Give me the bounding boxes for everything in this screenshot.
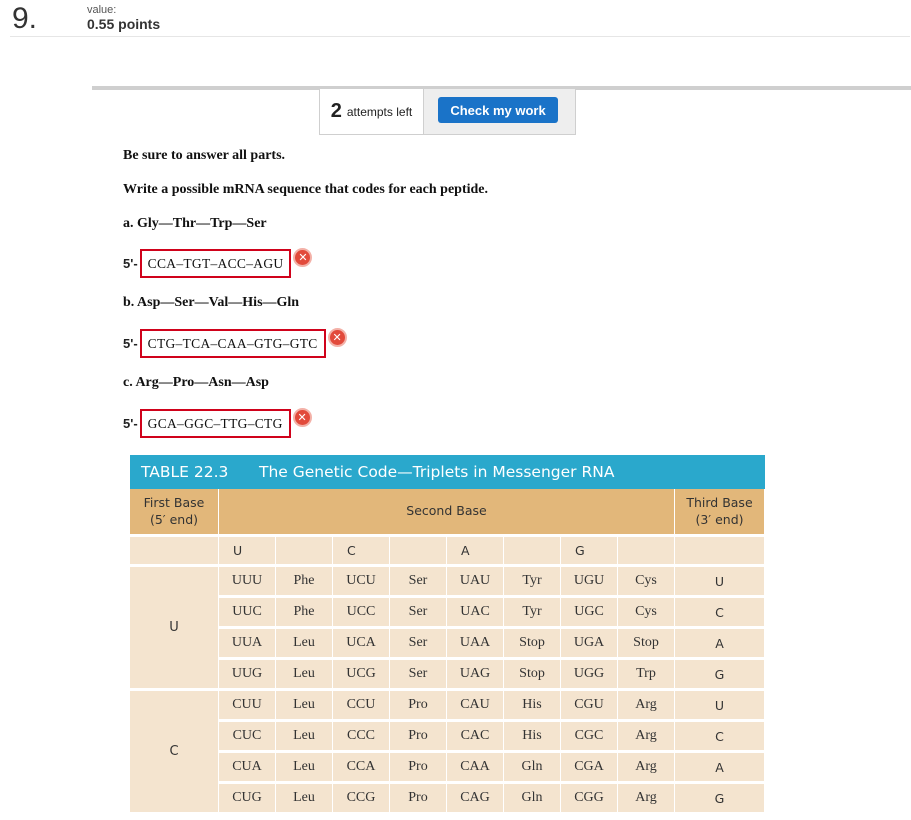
codon-cell: CGC	[561, 722, 618, 753]
codon-cell: UGC	[561, 598, 618, 629]
codon-cell: CCA	[333, 753, 390, 784]
table-header	[130, 455, 765, 489]
codon-cell: UUC	[219, 598, 276, 629]
amino-acid-cell: Leu	[276, 784, 333, 815]
part-a-answer-row	[123, 249, 312, 278]
attempts-label: attempts left	[346, 104, 413, 119]
part-b-answer-input[interactable]: CTG–TCA–CAA–GTG–GTC	[140, 329, 326, 358]
blank-cell	[130, 537, 219, 567]
genetic-code-table	[130, 455, 765, 815]
amino-acid-cell: Gln	[504, 753, 561, 784]
second-base-letter: C	[333, 537, 390, 567]
codon-cell: UCA	[333, 629, 390, 660]
third-base-letter: A	[675, 753, 765, 784]
first-base-header: First Base (5′ end)	[130, 489, 219, 537]
amino-acid-cell: Tyr	[504, 598, 561, 629]
third-base-header: Third Base (3′ end)	[675, 489, 765, 537]
codon-cell: UGU	[561, 567, 618, 598]
table-grid	[130, 489, 765, 815]
part-a-answer-input[interactable]: CCA–TGT–ACC–AGU	[140, 249, 292, 278]
amino-acid-cell: Arg	[618, 753, 675, 784]
codon-cell: UGG	[561, 660, 618, 691]
amino-acid-cell: Tyr	[504, 567, 561, 598]
amino-acid-cell: Stop	[504, 629, 561, 660]
amino-acid-cell: Stop	[618, 629, 675, 660]
second-base-letter: U	[219, 537, 276, 567]
amino-acid-cell: Pro	[390, 691, 447, 722]
blank-cell	[390, 537, 447, 567]
amino-acid-cell: Arg	[618, 722, 675, 753]
instruction-1: Be sure to answer all parts.	[123, 148, 286, 163]
incorrect-icon: ✕	[328, 328, 347, 347]
codon-cell: UCG	[333, 660, 390, 691]
part-c-answer-row	[123, 409, 312, 438]
third-base-letter: U	[675, 567, 765, 598]
value-label: value:	[87, 4, 117, 16]
amino-acid-cell: Ser	[390, 598, 447, 629]
blank-cell	[276, 537, 333, 567]
blank-cell	[504, 537, 561, 567]
codon-cell: CUG	[219, 784, 276, 815]
codon-cell: CAG	[447, 784, 504, 815]
codon-cell: CCU	[333, 691, 390, 722]
codon-cell: CGU	[561, 691, 618, 722]
part-b-label: b. Asp—Ser—Val—His—Gln	[123, 295, 300, 310]
part-b-prefix: 5'-	[123, 336, 138, 351]
second-base-letter: G	[561, 537, 618, 567]
question-number: 9.	[12, 2, 38, 35]
codon-cell: CCC	[333, 722, 390, 753]
value-points: 0.55 points	[87, 16, 161, 32]
amino-acid-cell: Arg	[618, 691, 675, 722]
codon-cell: UGA	[561, 629, 618, 660]
codon-cell: CUC	[219, 722, 276, 753]
amino-acid-cell: Leu	[276, 753, 333, 784]
third-base-letter: A	[675, 629, 765, 660]
codon-cell: CAC	[447, 722, 504, 753]
blank-cell	[675, 537, 765, 567]
amino-acid-cell: His	[504, 722, 561, 753]
table-number: TABLE 22.3	[141, 463, 229, 481]
third-base-letter: U	[675, 691, 765, 722]
part-c-prefix: 5'-	[123, 416, 138, 431]
amino-acid-cell: Arg	[618, 784, 675, 815]
second-base-header: Second Base	[219, 489, 675, 537]
amino-acid-cell: Ser	[390, 567, 447, 598]
divider	[10, 36, 910, 37]
codon-cell: CGA	[561, 753, 618, 784]
codon-cell: CAA	[447, 753, 504, 784]
third-base-letter: G	[675, 660, 765, 691]
second-base-letter: A	[447, 537, 504, 567]
amino-acid-cell: Ser	[390, 629, 447, 660]
amino-acid-cell: Ser	[390, 660, 447, 691]
amino-acid-cell: Leu	[276, 691, 333, 722]
amino-acid-cell: Trp	[618, 660, 675, 691]
amino-acid-cell: Leu	[276, 629, 333, 660]
codon-cell: UAU	[447, 567, 504, 598]
third-base-letter: G	[675, 784, 765, 815]
codon-cell: UCU	[333, 567, 390, 598]
incorrect-icon: ✕	[293, 248, 312, 267]
part-c-label: c. Arg—Pro—Asn—Asp	[123, 375, 269, 390]
codon-cell: CAU	[447, 691, 504, 722]
amino-acid-cell: Cys	[618, 567, 675, 598]
codon-cell: UAG	[447, 660, 504, 691]
amino-acid-cell: Pro	[390, 753, 447, 784]
amino-acid-cell: Phe	[276, 598, 333, 629]
incorrect-icon: ✕	[293, 408, 312, 427]
amino-acid-cell: Pro	[390, 722, 447, 753]
blank-cell	[618, 537, 675, 567]
attempts-indicator	[320, 89, 424, 134]
amino-acid-cell: His	[504, 691, 561, 722]
first-base-letter: U	[130, 567, 219, 691]
part-a-prefix: 5'-	[123, 256, 138, 271]
amino-acid-cell: Leu	[276, 722, 333, 753]
codon-cell: CUU	[219, 691, 276, 722]
check-my-work-button[interactable]: Check my work	[438, 97, 558, 123]
amino-acid-cell: Gln	[504, 784, 561, 815]
codon-cell: UAC	[447, 598, 504, 629]
third-base-letter: C	[675, 598, 765, 629]
codon-cell: UUG	[219, 660, 276, 691]
codon-cell: UAA	[447, 629, 504, 660]
amino-acid-cell: Phe	[276, 567, 333, 598]
codon-cell: UCC	[333, 598, 390, 629]
amino-acid-cell: Leu	[276, 660, 333, 691]
codon-cell: CUA	[219, 753, 276, 784]
part-a-label: a. Gly—Thr—Trp—Ser	[123, 216, 267, 231]
amino-acid-cell: Pro	[390, 784, 447, 815]
codon-cell: UUA	[219, 629, 276, 660]
instruction-2: Write a possible mRNA sequence that codes for each peptide.	[123, 182, 489, 197]
amino-acid-cell: Stop	[504, 660, 561, 691]
first-base-letter: C	[130, 691, 219, 815]
codon-cell: CGG	[561, 784, 618, 815]
part-b-answer-row	[123, 329, 347, 358]
attempts-count: 2	[330, 100, 342, 122]
table-title: The Genetic Code—Triplets in Messenger RNA	[259, 463, 615, 481]
codon-cell: CCG	[333, 784, 390, 815]
amino-acid-cell: Cys	[618, 598, 675, 629]
codon-cell: UUU	[219, 567, 276, 598]
part-c-answer-input[interactable]: GCA–GGC–TTG–CTG	[140, 409, 291, 438]
third-base-letter: C	[675, 722, 765, 753]
